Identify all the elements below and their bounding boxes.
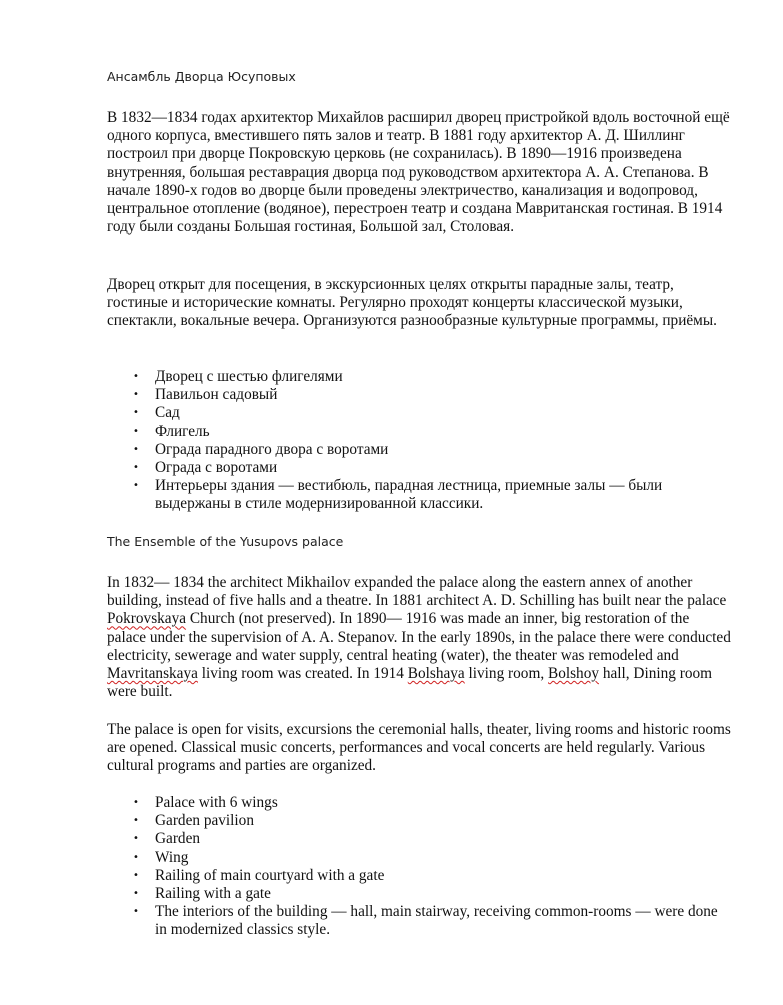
en-bullet-item: [107, 830, 732, 848]
bullet-icon: •: [133, 425, 139, 437]
ru-heading: Ансамбль Дворца Юсуповых: [107, 69, 296, 84]
bullet-icon: •: [133, 906, 139, 918]
bullet-icon: •: [133, 443, 139, 455]
bullet-icon: •: [133, 389, 139, 401]
ru-bullet-item: [107, 423, 732, 441]
en-bullet-item: [107, 885, 732, 903]
bullet-icon: •: [133, 815, 139, 827]
en-bullet-text: Garden pavilion: [155, 812, 254, 830]
ru-bullet-item: [107, 386, 732, 404]
en-bullet-item: [107, 903, 732, 939]
en-bullet-list: [107, 794, 732, 940]
ru-paragraph-2: Дворец открыт для посещения, в экскурсионных целях открыты парадные залы, театр, гостиные и исторические комнаты. Регулярно проходят концерты классической музыки, спектакли, вокальные вечера. Организуются разнообразные культурные программы, приёмы.: [107, 276, 717, 330]
bullet-icon: •: [133, 797, 139, 808]
bullet-icon: •: [133, 480, 139, 492]
en-bullet-text: Wing: [155, 848, 189, 866]
spellcheck-word: Bolshoy: [548, 665, 599, 683]
bullet-icon: •: [133, 851, 139, 863]
en-bullet-item: [107, 812, 732, 830]
en-bullet-text: Palace with 6 wings: [155, 794, 278, 811]
ru-paragraph-1: В 1832—1834 годах архитектор Михайлов расширил дворец пристройкой вдоль восточной ещё одного корпуса, вместившего пять залов и театр. В 1881 году архитектор А. Д. Шиллинг построил при дворце Покровскую церковь (не сохранилась). В 1890—1916 произведена внутренняя, большая реставрация дворца под руководством архитектора А. А. Степанова. В начале 1890-х годов во дворце были проведены электричество, канализация и водопровод, центральное отопление (водяное), перестроен театр и создана Мавританская гостиная. В 1914 году были созданы Большая гостиная, Большой зал, Столовая.: [107, 109, 730, 236]
ru-bullet-item: [107, 368, 732, 386]
ru-bullet-text: Интерьеры здания — вестибюль, парадная лестница, приемные залы — были выдержаны в стиле модернизированной классики.: [155, 477, 663, 513]
ru-bullet-text: Дворец с шестью флигелями: [155, 368, 343, 385]
ru-bullet-item: [107, 459, 732, 477]
bullet-icon: •: [133, 869, 139, 881]
bullet-icon: •: [133, 407, 139, 419]
en-bullet-text: The interiors of the building — hall, main stairway, receiving common-rooms — were done in modernized classics style.: [155, 903, 718, 939]
en-paragraph-1: In 1832— 1834 the architect Mikhailov expanded the palace along the eastern annex of another building, instead of five halls and a theatre. In 1881 architect A. D. Schilling has built near the palace Pokrovskaya Church (not preserved). In 1890— 1916 was made an inner, big restoration of the palace under the supervision of A. A. Stepanov. In the early 1890s, in the palace there were conducted electricity, sewerage and water supply, central heating (water), the theater was remodeled and Mavritanskaya living room was created. In 1914 Bolshaya living room, Bolshoy hall, Dining room were built.: [107, 574, 731, 701]
ru-bullet-list: [107, 368, 732, 514]
bullet-icon: •: [133, 371, 139, 382]
spellcheck-word: Pokrovskaya: [107, 610, 187, 628]
bullet-icon: •: [133, 833, 139, 845]
en-heading: The Ensemble of the Yusupovs palace: [107, 534, 344, 549]
ru-bullet-item: [107, 404, 732, 422]
ru-bullet-text: Ограда парадного двора с воротами: [155, 440, 389, 458]
en-bullet-text: Railing of main courtyard with a gate: [155, 866, 385, 884]
en-paragraph-2: The palace is open for visits, excursions the ceremonial halls, theater, living rooms and historic rooms are opened. Classical music concerts, performances and vocal concerts are held regularly. Various cultural programs and parties are organized.: [107, 721, 731, 775]
bullet-icon: •: [133, 462, 139, 474]
ru-bullet-text: Сад: [155, 404, 180, 422]
en-bullet-item: [107, 794, 732, 812]
spellcheck-word: Mavritanskaya: [107, 665, 198, 683]
spellcheck-word: Bolshaya: [407, 665, 465, 683]
ru-bullet-text: Флигель: [155, 422, 210, 440]
ru-bullet-item: [107, 477, 732, 513]
en-bullet-text: Garden: [155, 830, 201, 848]
en-bullet-text: Railing with a gate: [155, 885, 271, 903]
en-bullet-item: [107, 867, 732, 885]
en-bullet-item: [107, 849, 732, 867]
bullet-icon: •: [133, 888, 139, 900]
ru-bullet-text: Павильон садовый: [155, 386, 278, 404]
ru-bullet-text: Ограда с воротами: [155, 459, 278, 477]
ru-bullet-item: [107, 441, 732, 459]
